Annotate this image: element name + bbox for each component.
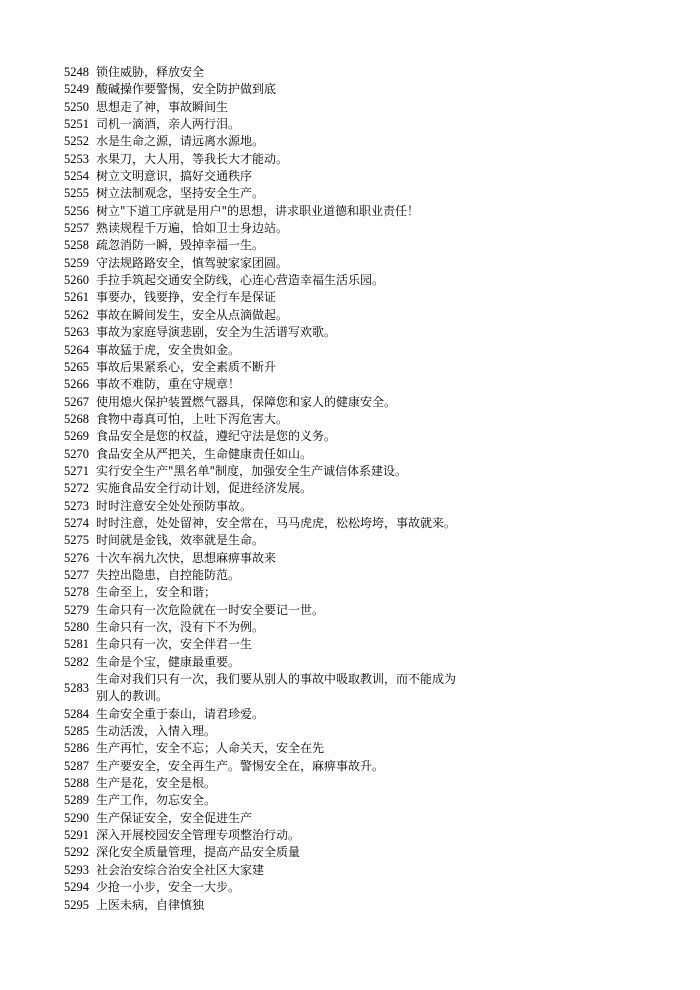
entry-number: 5290 [64,810,89,825]
entry-number: 5281 [64,637,89,652]
entry-text: 事故在瞬间发生，安全从点滴做起。 [96,307,289,322]
entry-text: 食品安全是您的权益，遵纪守法是您的义务。 [96,429,337,444]
entry-text: 生命只有一次，没有下不为例。 [96,620,265,634]
entry-number: 5267 [64,394,89,409]
list-item [64,359,464,376]
entry-number: 5277 [64,567,89,582]
entry-number: 5288 [64,776,89,791]
entry-text: 水果刀，大人用，等我长大才能动。 [96,151,289,166]
entry-number: 5262 [64,307,89,322]
entry-number: 5287 [64,758,89,773]
list-item [64,723,464,740]
entry-number: 5252 [64,134,89,149]
list-item [64,376,464,393]
entry-number: 5273 [64,498,89,513]
entry-number: 5251 [64,117,89,132]
entry-number: 5249 [64,82,89,97]
entry-text: 生产再忙，安全不忘；人命关天，安全在先 [96,741,325,756]
list-item [64,810,464,827]
list-item [64,99,464,116]
entry-text: 时间就是金钱，效率就是生命。 [96,533,265,548]
entry-number: 5254 [64,169,89,184]
list-item [64,844,464,861]
entry-text: 时时注意安全处处预防事故。 [96,498,253,513]
list-item [64,636,464,653]
entry-number: 5285 [64,724,89,739]
entry-text: 生动活泼，入情入理。 [96,724,217,739]
entry-text: 生产是花，安全是根。 [96,776,217,791]
entry-number: 5271 [64,463,89,478]
entry-text: 实施食品安全行动计划，促进经济发展。 [96,481,313,496]
entry-text: 事故后果紧系心，安全素质不断升 [96,359,277,374]
entry-number: 5292 [64,845,89,860]
entry-number: 5257 [64,221,89,236]
list-item [64,758,464,775]
list-item [64,289,464,306]
entry-number: 5286 [64,741,89,756]
list-item [64,133,464,150]
list-item [64,550,464,567]
entry-number: 5280 [64,620,89,634]
entry-number: 5279 [64,602,89,617]
entry-text: 司机一滴酒，亲人两行泪。 [96,117,241,132]
entry-text: 疏忽消防一瞬，毁掉幸福一生。 [96,238,265,253]
list-item [64,775,464,792]
entry-number: 5255 [64,186,89,201]
entry-text: 树立法制观念，坚持安全生产。 [96,186,265,201]
entry-text: 生命对我们只有一次，我们要从别人的事故中吸取教训，而不能成为别人的教训。 [96,672,457,704]
list-item [64,792,464,809]
entry-number: 5283 [64,680,89,695]
list-item [64,463,464,480]
entry-text: 事故猛于虎，安全贵如金。 [96,342,241,357]
entry-text: 使用熄火保护装置燃气器具，保障您和家人的健康安全。 [96,394,397,409]
list-item [64,862,464,879]
entry-text: 思想走了神，事故瞬间生 [96,99,229,114]
entry-text: 少抢一小步，安全一大步。 [96,880,241,895]
entry-number: 5263 [64,325,89,340]
list-item [64,307,464,324]
list-item [64,411,464,428]
entry-number: 5256 [64,203,89,218]
list-item [64,168,464,185]
entry-text: 酸碱操作要警惕，安全防护做到底 [96,82,277,97]
entry-text: 生命安全重于泰山，请君珍爱。 [96,706,265,721]
entry-number: 5265 [64,359,89,374]
list-item [64,81,464,98]
list-item [64,394,464,411]
entry-number: 5261 [64,290,89,305]
entry-number: 5266 [64,377,89,392]
slogan-list [64,64,464,914]
entry-number: 5250 [64,99,89,114]
entry-number: 5293 [64,862,89,877]
list-item [64,428,464,445]
list-item [64,602,464,619]
entry-number: 5253 [64,151,89,166]
entry-text: 生命只有一次，安全伴君一生 [96,637,253,652]
entry-text: 树立"下道工序就是用户"的思想，讲求职业道德和职业责任！ [96,203,420,218]
entry-text: 深入开展校园安全管理专项整治行动。 [96,828,301,843]
entry-text: 水是生命之源，请远离水源地。 [96,134,265,149]
list-item [64,272,464,289]
entry-text: 手拉手筑起交通安全防线，心连心营造幸福生活乐园。 [96,273,385,288]
list-item [64,116,464,133]
list-item [64,324,464,341]
entry-text: 树立文明意识，搞好交通秩序 [96,169,253,184]
entry-number: 5268 [64,411,89,426]
entry-text: 十次车祸九次快，思想麻痹事故来 [96,550,277,565]
list-item [64,740,464,757]
list-item [64,897,464,914]
entry-number: 5275 [64,533,89,548]
list-item [64,151,464,168]
entry-text: 锁住威胁，释放安全 [96,65,205,79]
list-item [64,446,464,463]
entry-text: 食品安全从严把关，生命健康责任如山。 [96,446,313,461]
entry-text: 上医未病，自律慎独 [96,897,205,912]
entry-number: 5269 [64,429,89,444]
entry-number: 5270 [64,446,89,461]
entry-text: 熟读规程千万遍，恰如卫士身边站。 [96,221,289,236]
entry-text: 时时注意，处处留神，安全常在，马马虎虎，松松垮垮，事故就来。 [96,515,457,530]
entry-text: 失控出隐患，自控能防范。 [96,567,241,582]
list-item [64,584,464,601]
list-item [64,671,464,706]
entry-text: 生产工作，勿忘安全。 [96,793,217,808]
entry-text: 事故不难防，重在守规章！ [96,377,241,392]
entry-number: 5258 [64,238,89,253]
entry-number: 5284 [64,706,89,721]
entry-text: 深化安全质量管理，提高产品安全质量 [96,845,301,860]
entry-text: 实行安全生产"黑名单"制度，加强安全生产诚信体系建设。 [96,463,408,478]
list-item [64,220,464,237]
entry-text: 守法规路路安全，慎驾驶家家团圆。 [96,255,289,270]
list-item [64,255,464,272]
entry-text: 食物中毒真可怕，上吐下泻危害大。 [96,411,289,426]
list-item [64,203,464,220]
entry-number: 5260 [64,273,89,288]
list-item [64,654,464,671]
list-item [64,532,464,549]
entry-number: 5282 [64,654,89,669]
entry-number: 5295 [64,897,89,912]
list-item [64,879,464,896]
entry-number: 5291 [64,828,89,843]
entry-number: 5276 [64,550,89,565]
list-item [64,480,464,497]
list-item [64,619,464,636]
list-item [64,237,464,254]
entry-number: 5278 [64,585,89,600]
list-item [64,827,464,844]
list-item [64,64,464,81]
list-item [64,185,464,202]
list-item [64,342,464,359]
list-item [64,706,464,723]
list-item [64,567,464,584]
entry-text: 事要办，钱要挣，安全行车是保证 [96,290,277,305]
entry-number: 5289 [64,793,89,808]
entry-text: 生产保证安全，安全促进生产 [96,810,253,825]
entry-text: 事故为家庭导演悲剧，安全为生活谱写欢歌。 [96,325,337,340]
list-item [64,498,464,515]
entry-text: 生产要安全，安全再生产。警惕安全在，麻痹事故升。 [96,758,385,773]
entry-number: 5294 [64,880,89,895]
list-item [64,515,464,532]
entry-number: 5259 [64,255,89,270]
entry-text: 生命只有一次危险就在一时安全要记一世。 [96,602,325,617]
entry-number: 5272 [64,481,89,496]
entry-number: 5264 [64,342,89,357]
entry-number: 5274 [64,515,89,530]
entry-text: 生命至上，安全和谐； [96,585,217,600]
entry-text: 社会治安综合治安全社区大家建 [96,862,265,877]
entry-text: 生命是个宝，健康最重要。 [96,654,241,669]
entry-number: 5248 [64,65,89,79]
